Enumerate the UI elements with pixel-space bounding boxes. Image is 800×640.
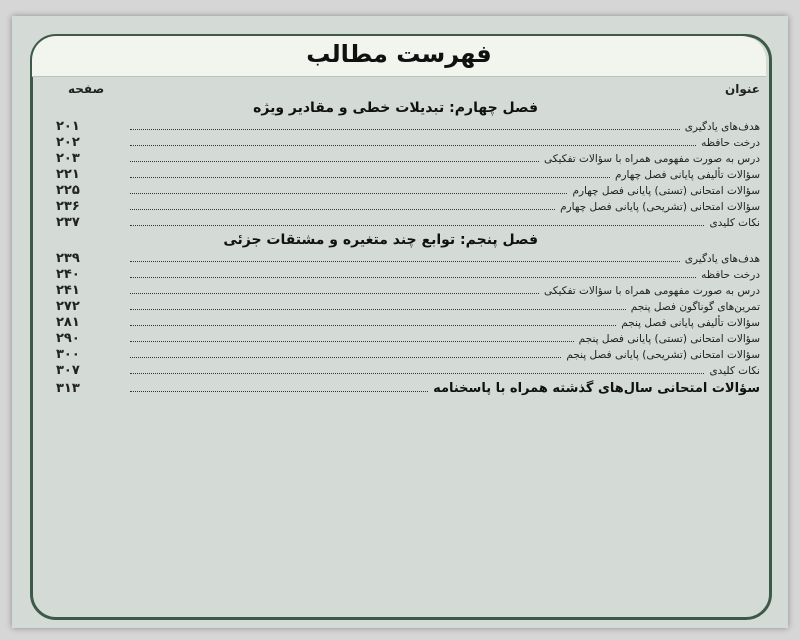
dot-leader [130,261,680,262]
toc-entry-page: ۲۳۹ [56,251,80,266]
dot-leader [130,177,610,178]
dot-leader [130,129,680,130]
toc-entry-page: ۲۴۱ [56,283,80,298]
toc-row[interactable] [56,346,760,362]
toc-entry-title: هدف‌های یادگیری [684,121,760,133]
toc-entry-page: ۲۲۱ [56,167,80,182]
toc-entry-title: سؤالات تألیفی پایانی فصل پنجم [621,317,760,329]
toc-entry-page: ۲۴۰ [56,267,80,282]
toc-entry-page: ۲۸۱ [56,315,80,330]
toc-entry-page: ۳۰۰ [56,347,80,362]
dot-leader [130,373,704,374]
toc-entry-title: نکات کلیدی [709,365,760,377]
dot-leader [130,325,616,326]
toc-row[interactable] [56,150,760,166]
toc-entry-title: تمرین‌های گوناگون فصل پنجم [630,301,760,313]
dot-leader [130,145,696,146]
toc-row-final[interactable] [56,378,760,396]
toc-entry-title: سؤالات امتحانی (تستی) پایانی فصل پنجم [578,333,760,345]
toc-entry-title: درخت حافظه [701,269,760,281]
page-title: فهرست مطالب [306,40,492,68]
title-column-header: عنوان [725,82,760,96]
title-band [32,36,766,77]
toc-entry-page: ۲۰۲ [56,135,80,150]
dot-leader [130,193,567,194]
toc-row[interactable] [56,282,760,298]
toc-entry-title: سؤالات امتحانی (تشریحی) پایانی فصل پنجم [566,349,760,361]
toc-entry-page: ۲۰۳ [56,151,80,166]
toc-row[interactable] [56,298,760,314]
dot-leader [130,161,539,162]
toc-entry-page: ۲۰۱ [56,119,80,134]
dot-leader [130,209,555,210]
toc-entry-page: ۲۲۵ [56,183,80,198]
dot-leader [130,341,574,342]
dot-leader [130,357,561,358]
toc-row[interactable] [56,118,760,134]
toc-entry-title: سؤالات امتحانی سال‌های گذشته همراه با پاسخنامه [433,381,760,396]
toc-entry-title: هدف‌های یادگیری [684,253,760,265]
toc-entry-page: ۳۰۷ [56,363,80,378]
toc-row[interactable] [56,266,760,282]
toc-entry-page: ۲۷۲ [56,299,80,314]
toc-entry-title: درس به صورت مفهومی همراه با سؤالات تفکیکی [543,153,760,165]
dot-leader [130,391,428,392]
toc-entry-title: سؤالات تألیفی پایانی فصل چهارم [614,169,760,181]
toc-entry-title: سؤالات امتحانی (تشریحی) پایانی فصل چهارم [560,201,760,213]
chapter-4-heading: فصل چهارم: تبدیلات خطی و مقادیر ویژه [253,100,538,116]
toc-row[interactable] [56,134,760,150]
page-column-header: صفحه [68,82,105,96]
dot-leader [130,293,539,294]
toc-row[interactable] [56,166,760,182]
toc-row[interactable] [56,214,760,230]
toc-entry-title: سؤالات امتحانی (تستی) پایانی فصل چهارم [572,185,760,197]
dot-leader [130,225,704,226]
toc-entry-title: نکات کلیدی [709,217,760,229]
toc-entry-page: ۲۹۰ [56,331,80,346]
toc-row[interactable] [56,182,760,198]
toc-row[interactable] [56,314,760,330]
chapter-5-heading: فصل پنجم: توابع چند متغیره و مشتقات جزئی [223,232,538,248]
dot-leader [130,277,696,278]
toc-row[interactable] [56,362,760,378]
toc-row[interactable] [56,198,760,214]
toc-entry-page: ۲۳۷ [56,215,80,230]
dot-leader [130,309,626,310]
toc-entry-page: ۲۳۶ [56,199,80,214]
toc-entry-title: درخت حافظه [701,137,760,149]
toc-entry-title: درس به صورت مفهومی همراه با سؤالات تفکیکی [543,285,760,297]
toc-entry-page: ۳۱۳ [56,381,80,396]
toc-row[interactable] [56,250,760,266]
toc-row[interactable] [56,330,760,346]
toc-page [12,16,788,628]
